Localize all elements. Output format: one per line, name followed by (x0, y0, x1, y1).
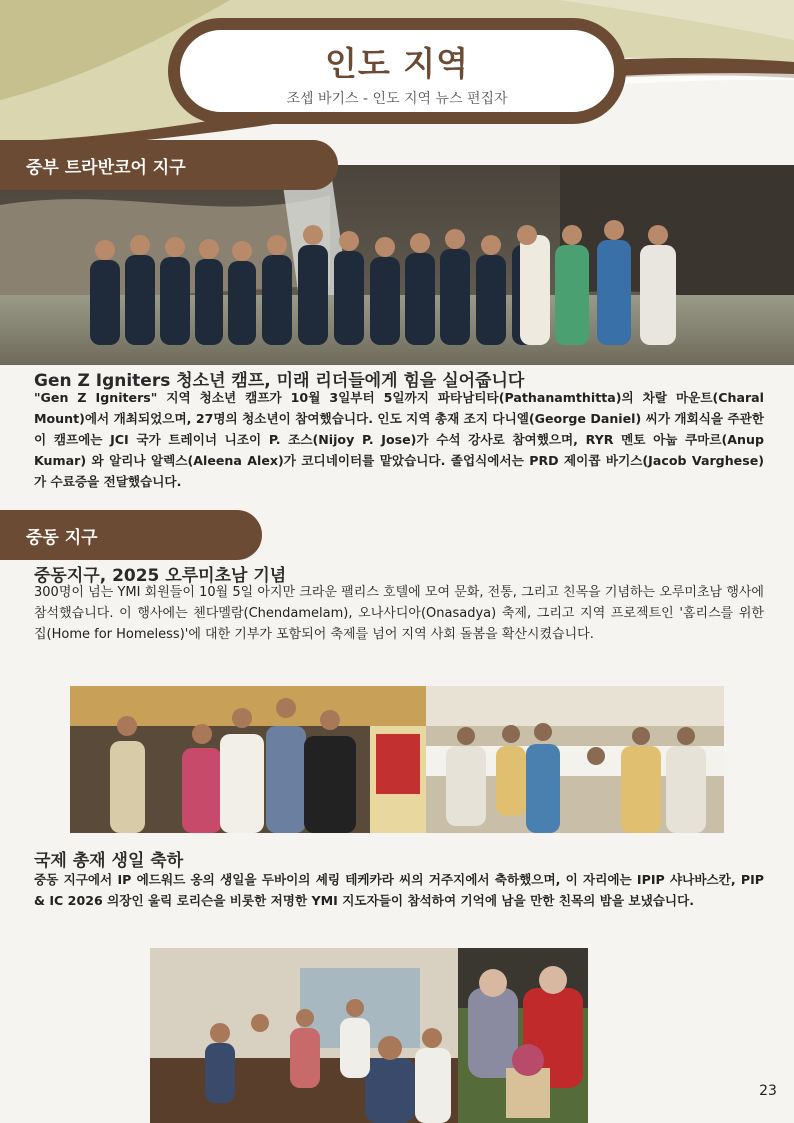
article-heading-youth-camp: Gen Z Igniters 청소년 캠프, 미래 리더들에게 힘을 실어줍니다 (34, 371, 525, 391)
onam-award-photo (70, 686, 426, 833)
birthday-cake-photo (458, 948, 588, 1123)
article-heading-onam: 중동지구, 2025 오루미초남 기념 (34, 566, 287, 586)
birthday-group-photo (150, 948, 458, 1123)
youth-camp-photo (0, 165, 794, 365)
title-box (168, 18, 626, 124)
section-tab-central-travancore: 중부 트라반코어 지구 (0, 140, 338, 190)
article-body-birthday: 중동 지구에서 IP 에드워드 옹의 생일을 두바이의 셰링 테케카라 씨의 거주지에서 축하했으며, 이 자리에는 IPIP 샤나바스칸, PIP & IC 2026 의장인 울릭 로리슨을 비롯한 저명한 YMI 지도자들이 참석하여 기억에 남을 만한 친목의 밤을 보냈습니다. (34, 872, 764, 908)
section-tab-middle-east: 중동 지구 (0, 510, 262, 560)
onam-audience-photo (426, 686, 724, 833)
article-body-youth-camp: "Gen Z Igniters" 지역 청소년 캠프가 10월 3일부터 5일까지 파타남티타(Pathanamthitta)의 차랄 마운트(Charal Mount)에서 개최되었으며, 27명의 청소년이 참여했습니다. 인도 지역 총재 조지 다니엘(George Daniel) 씨가 개회식을 주관한 이 캠프에는 JCI 국가 트레이너 니조이 P. 조스(Nijoy P. Jose)가 수석 강사로 참여했으며, RYR 멘토 아눕 쿠마르(Anup Kumar) 와 알리나 알렉스(Aleena Alex)가 코디네이터를 맡았습니다. 졸업식에서는 PRD 제이콥 바기스(Jacob Varghese)가 수료증을 전달했습니다. (34, 390, 764, 489)
page-subtitle: 조셉 바기스 - 인도 지역 뉴스 편집자 (286, 91, 508, 107)
article-heading-birthday: 국제 총재 생일 축하 (34, 851, 184, 871)
page-number: 23 (759, 1083, 777, 1099)
page-title: 인도 지역 (324, 44, 469, 83)
article-body-onam: 300명이 넘는 YMI 회원들이 10월 5일 아지만 크라운 팰리스 호텔에 모여 문화, 전통, 그리고 친목을 기념하는 오루미초남 행사에 참석했습니다. 이 행사에는 첸다멜람(Chendamelam), 오나사디아(Onasadya) 축제, 그리고 지역 프로젝트인 '홈리스를 위한 집(Home for Homeless)'에 대한 기부가 포함되어 축제를 넘어 지역 사회 돌봄을 확산시켰습니다. (34, 585, 764, 642)
